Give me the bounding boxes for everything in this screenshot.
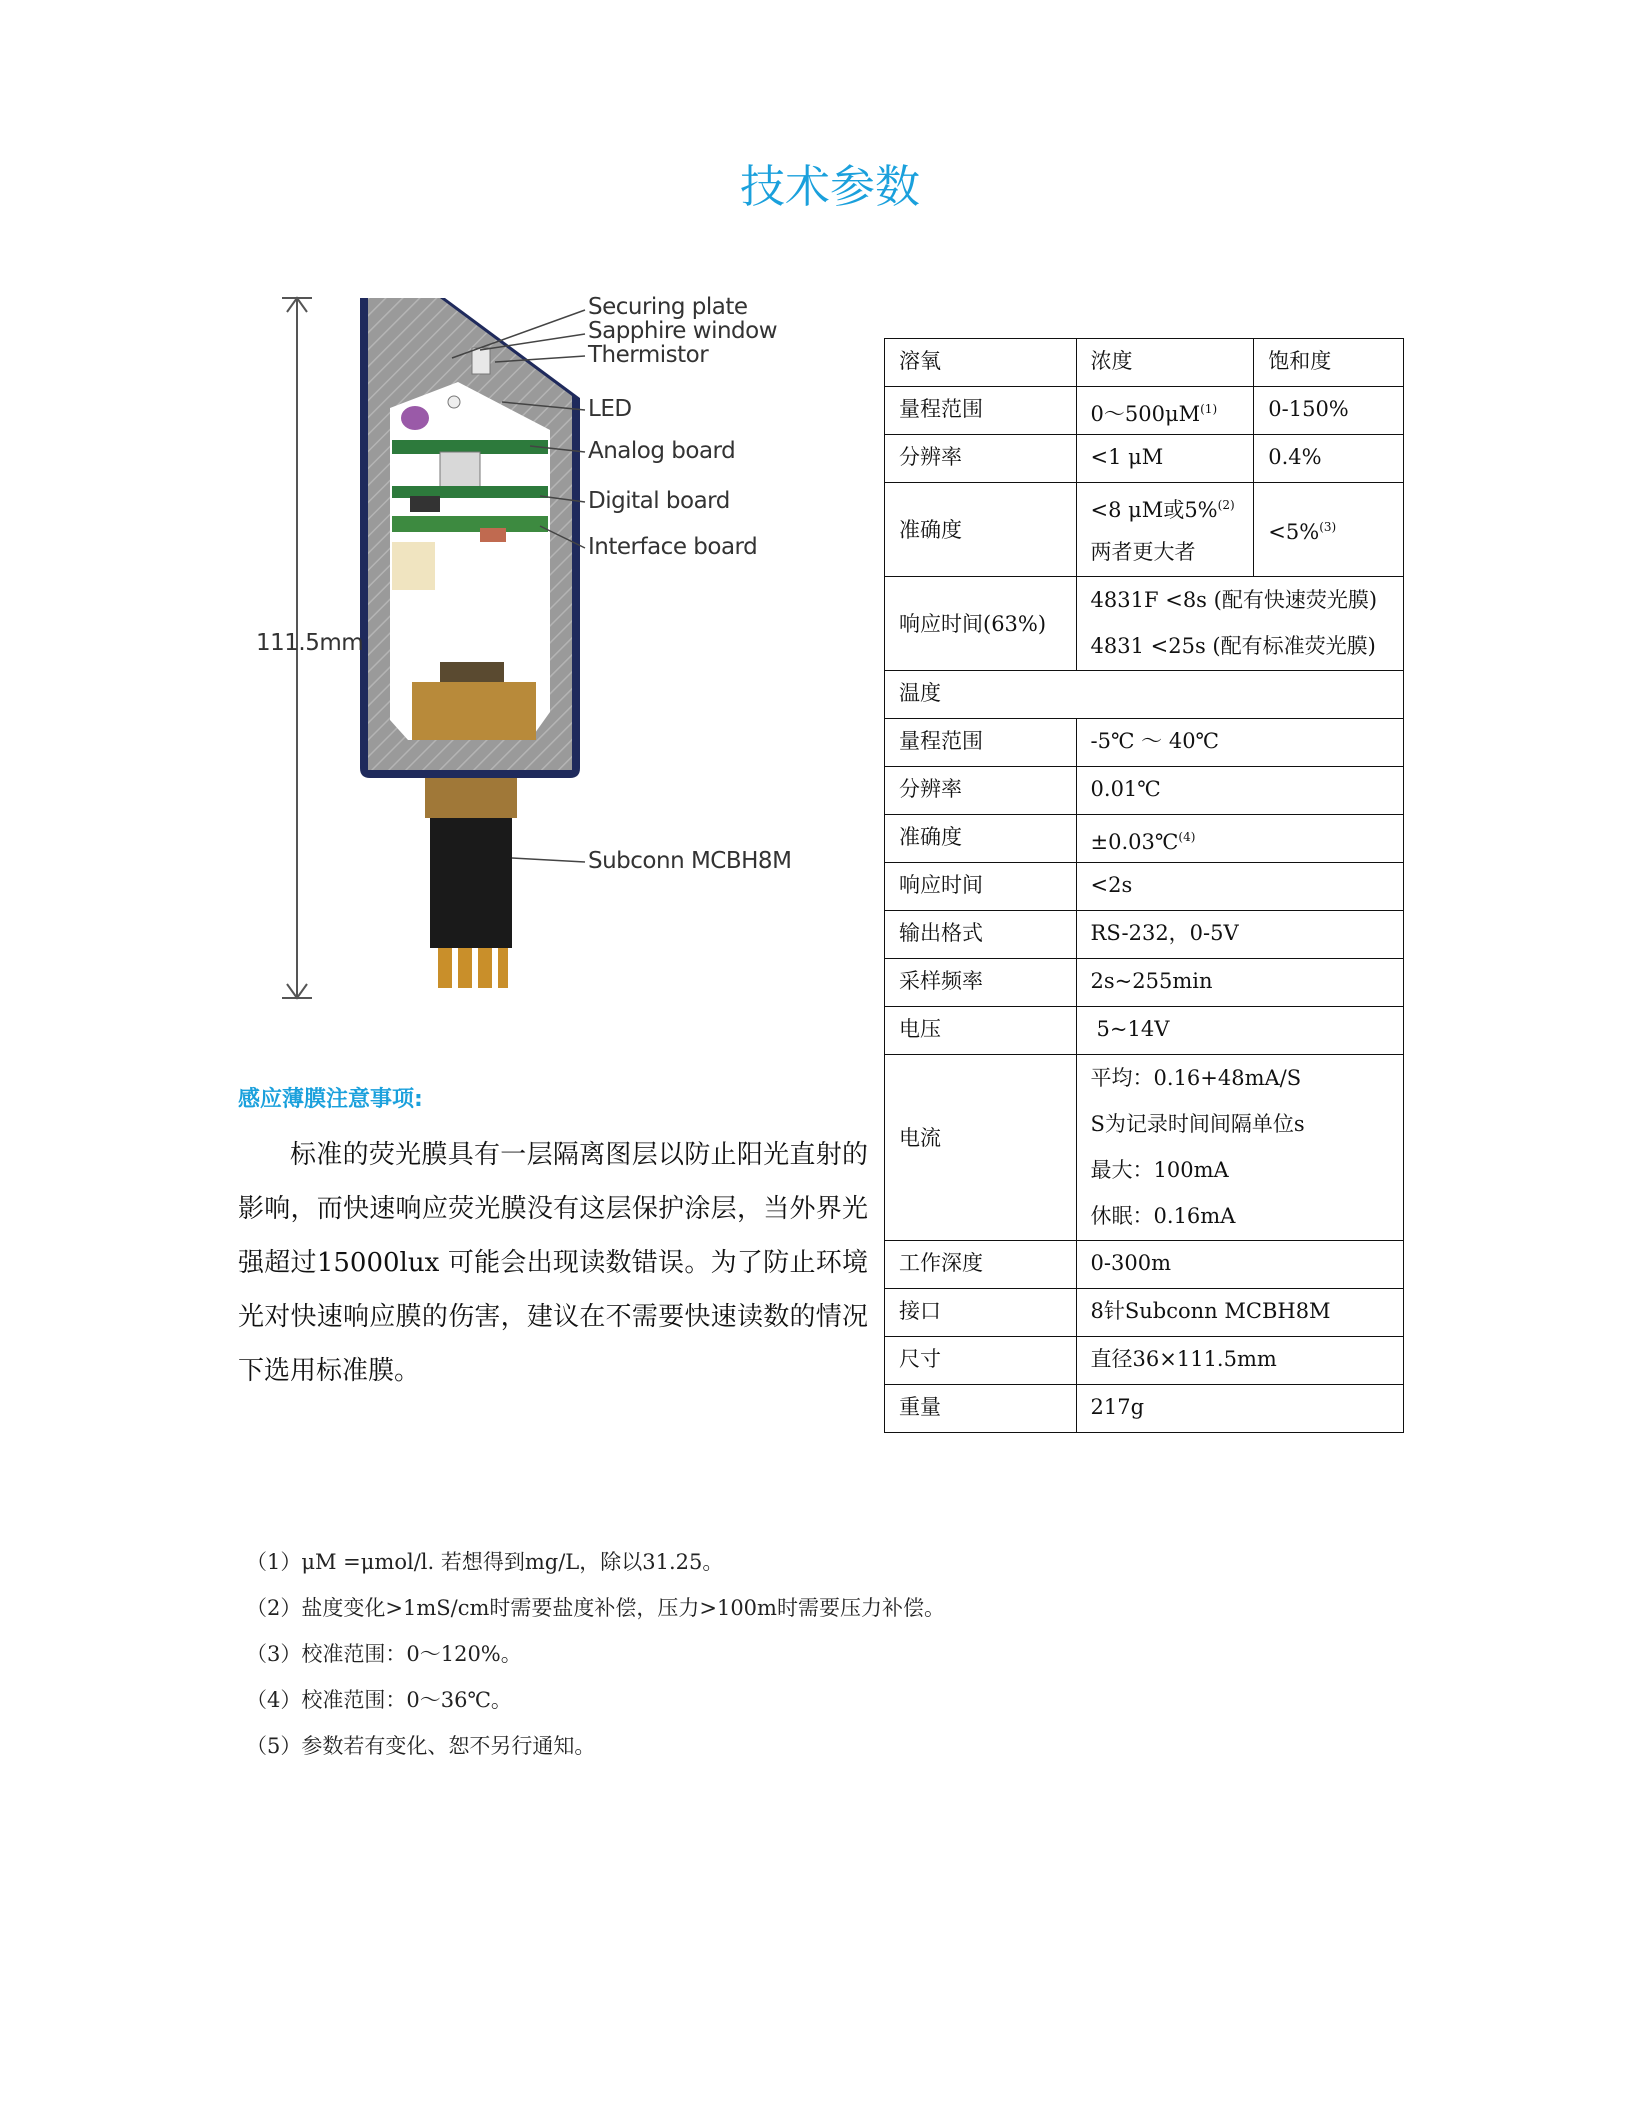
cell-value: RS-232，0-5V (1076, 911, 1403, 959)
cell-label: 量程范围 (885, 719, 1077, 767)
cell-temperature-header: 温度 (885, 671, 1404, 719)
cell-do-header: 溶氧 (885, 339, 1077, 387)
cell-value: ±0.03℃$^{(4)}$ (1076, 815, 1403, 863)
table-row (885, 387, 1404, 435)
cell-value: 2s~255min (1076, 959, 1403, 1007)
table-row (885, 767, 1404, 815)
interface-board-shape (392, 516, 548, 532)
cell-label: 准确度 (885, 815, 1077, 863)
connector-body (425, 778, 517, 818)
led-component (401, 406, 429, 430)
table-row (885, 435, 1404, 483)
notes-heading: 感应薄膜注意事项: (238, 1087, 423, 1112)
cell-label: 电流 (885, 1055, 1077, 1241)
table-row (885, 719, 1404, 767)
table-row (885, 483, 1404, 577)
cell-value: 0.01℃ (1076, 767, 1403, 815)
table-row (885, 1337, 1404, 1385)
label-sapphire-window: Sapphire window (588, 318, 778, 344)
cell-value: 0.4% (1254, 435, 1404, 483)
footnote-4: （4）校准范围：0～36℃。 (246, 1688, 512, 1712)
label-securing-plate: Securing plate (588, 294, 748, 320)
footnote-5: （5）参数若有变化、恕不另行通知。 (246, 1734, 596, 1758)
cell-label: 尺寸 (885, 1337, 1077, 1385)
cell-value: 0-300m (1076, 1241, 1403, 1289)
cell-label: 响应时间 (885, 863, 1077, 911)
footnote-2: （2）盐度变化>1mS/cm时需要盐度补偿，压力>100m时需要压力补偿。 (246, 1596, 945, 1620)
table-row (885, 1241, 1404, 1289)
spec-table (884, 338, 1404, 1433)
cell-value: <2s (1076, 863, 1403, 911)
label-interface-board: Interface board (588, 534, 758, 560)
table-row (885, 671, 1404, 719)
cell-value: <8 μM或5%$^{(2)}$ 两者更大者 (1076, 483, 1254, 577)
cell-label: 响应时间(63%) (885, 577, 1077, 671)
notes-paragraph-text: 标准的荧光膜具有一层隔离图层以防止阳光直射的影响，而快速响应荧光膜没有这层保护涂层，当外界光强超过15000lux 可能会出现读数错误。为了防止环境光对快速响应膜的伤害，建议在不需要快速读数的情况下选用标准膜。 (238, 1140, 868, 1386)
cell-label: 准确度 (885, 483, 1077, 577)
cell-saturation-header: 饱和度 (1254, 339, 1404, 387)
label-length: 111.5mm (256, 630, 364, 656)
cell-concentration-header: 浓度 (1076, 339, 1254, 387)
cell-value: 0-150% (1254, 387, 1404, 435)
label-digital-board: Digital board (588, 488, 730, 514)
sensor-cutaway-diagram (240, 290, 800, 1010)
cell-value: 直径36×111.5mm (1076, 1337, 1403, 1385)
footnote-1: （1）μM =μmol/l. 若想得到mg/L，除以31.25。 (246, 1550, 724, 1574)
label-connector: Subconn MCBH8M (588, 848, 792, 874)
cell-value: 5~14V (1076, 1007, 1403, 1055)
cell-label: 输出格式 (885, 911, 1077, 959)
cell-value: 8针Subconn MCBH8M (1076, 1289, 1403, 1337)
table-row (885, 1055, 1404, 1241)
table-row (885, 1007, 1404, 1055)
cell-label: 采样频率 (885, 959, 1077, 1007)
table-row (885, 339, 1404, 387)
cell-value: -5℃ ～ 40℃ (1076, 719, 1403, 767)
notes-paragraph (238, 1128, 868, 1398)
cell-label: 电压 (885, 1007, 1077, 1055)
table-row (885, 1289, 1404, 1337)
table-row (885, 1385, 1404, 1433)
table-row (885, 815, 1404, 863)
table-row (885, 911, 1404, 959)
cell-value: $0\sim 500\mu M^{(1)}$ (1076, 387, 1254, 435)
label-analog-board: Analog board (588, 438, 736, 464)
footnotes (246, 1546, 945, 1776)
cell-label: 分辨率 (885, 767, 1077, 815)
footnote-3: （3）校准范围：0～120%。 (246, 1642, 522, 1666)
page-title: 技术参数 (739, 160, 920, 213)
led-dot (448, 396, 460, 408)
cell-label: 接口 (885, 1289, 1077, 1337)
cell-label: 分辨率 (885, 435, 1077, 483)
label-led: LED (588, 396, 632, 422)
cell-label: 量程范围 (885, 387, 1077, 435)
table-row (885, 959, 1404, 1007)
label-thermistor: Thermistor (588, 342, 709, 368)
brass-nut (412, 682, 536, 740)
cell-value: 217g (1076, 1385, 1403, 1433)
cell-value: 4831F <8s (配有快速荧光膜) 4831 <25s (配有标准荧光膜) (1076, 577, 1403, 671)
table-row (885, 863, 1404, 911)
table-row (885, 577, 1404, 671)
cell-value: 平均：0.16+48mA/S S为记录时间间隔单位s 最大：100mA 休眠：0.16mA (1076, 1055, 1403, 1241)
cell-value: <5%$^{(3)}$ (1254, 483, 1404, 577)
cell-value: <1 μM (1076, 435, 1254, 483)
cell-label: 工作深度 (885, 1241, 1077, 1289)
cell-label: 重量 (885, 1385, 1077, 1433)
